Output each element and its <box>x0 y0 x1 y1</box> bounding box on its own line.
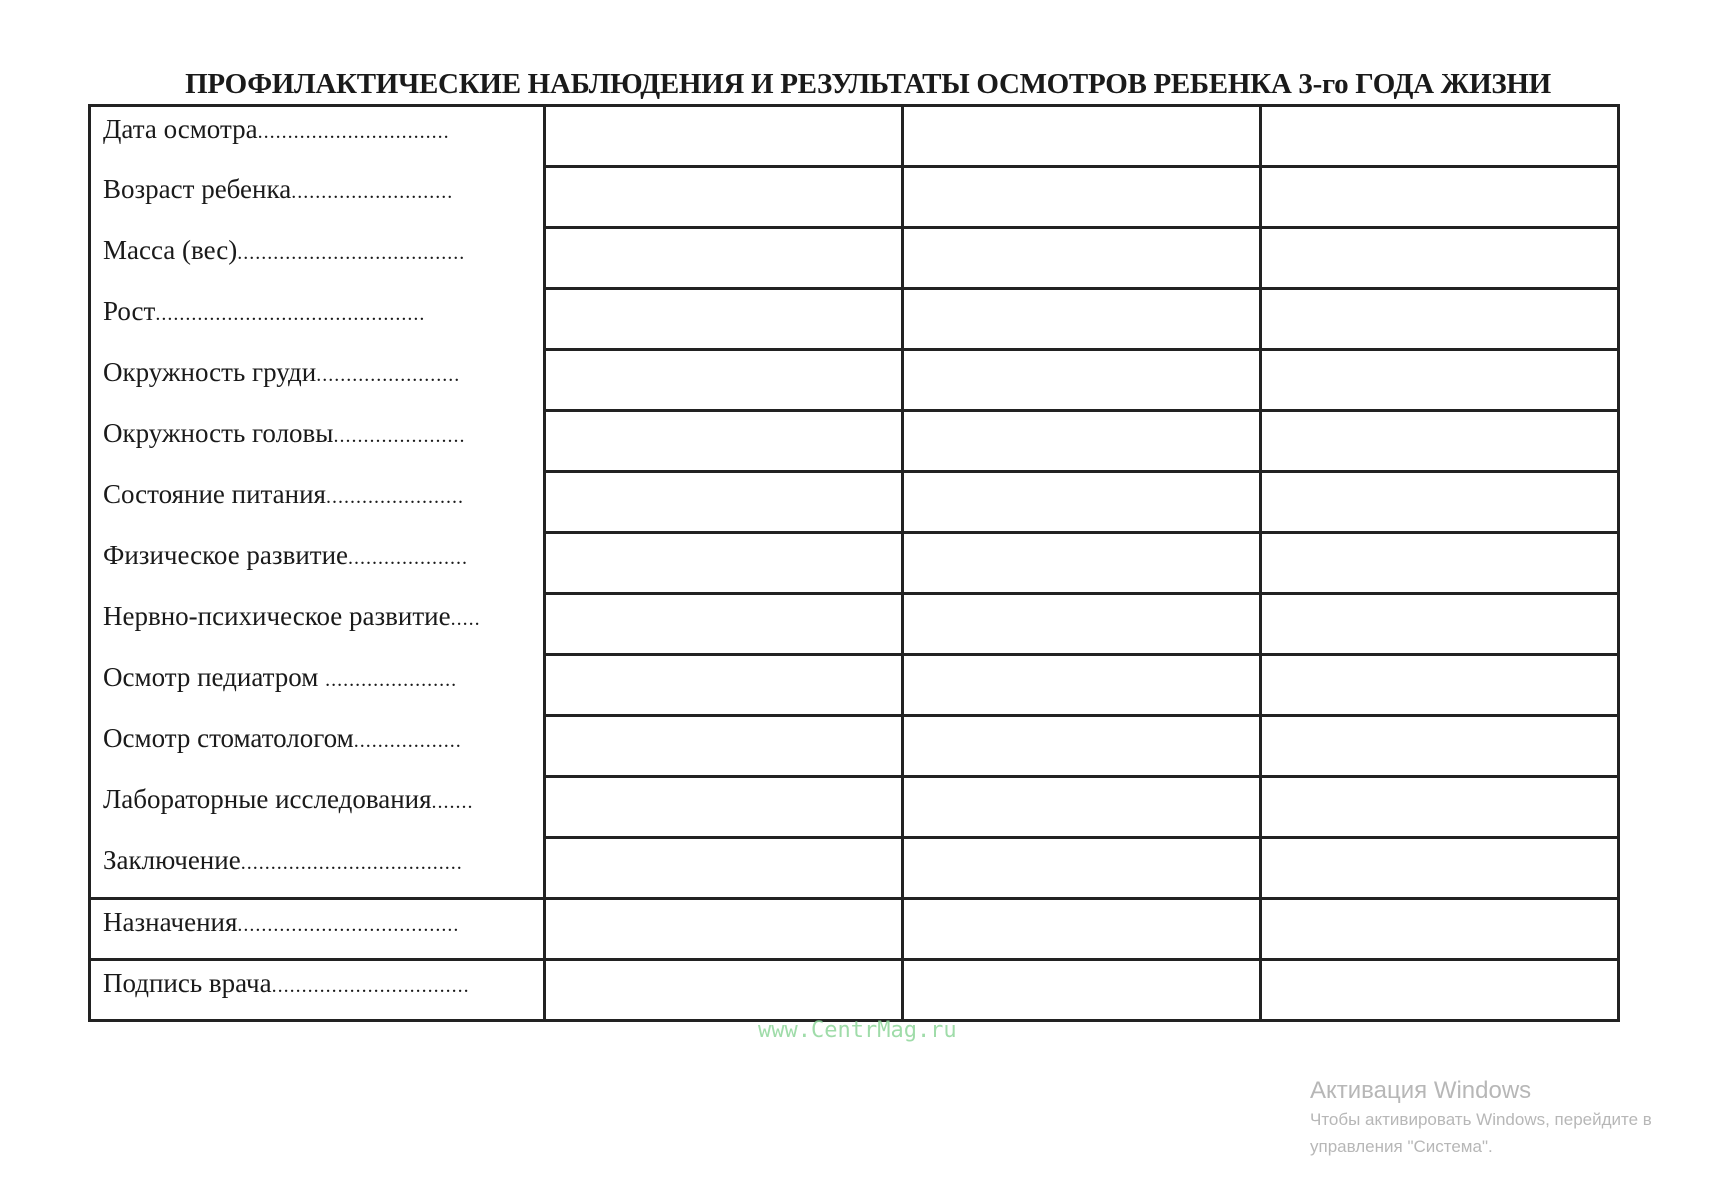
table-row <box>90 106 1619 167</box>
row-label-chest-circumference <box>90 350 545 411</box>
value-cell[interactable] <box>903 228 1261 289</box>
value-cell[interactable] <box>545 777 903 838</box>
value-cell[interactable] <box>545 655 903 716</box>
label-dots: ................................ <box>257 121 450 143</box>
label-text: Заключение <box>103 844 241 875</box>
value-cell[interactable] <box>545 106 903 167</box>
value-cell[interactable] <box>1261 594 1619 655</box>
row-label-physical-development <box>90 533 545 594</box>
value-cell[interactable] <box>1261 838 1619 899</box>
label-text: Лабораторные исследования <box>103 783 432 814</box>
label-dots: ...................... <box>325 668 458 691</box>
label-text: Рост <box>103 295 156 326</box>
value-cell[interactable] <box>1261 899 1619 960</box>
label-text: Осмотр стоматологом <box>103 722 354 753</box>
table-row <box>90 228 1619 289</box>
value-cell[interactable] <box>545 533 903 594</box>
row-label-conclusion <box>90 838 545 899</box>
label-dots: ........................ <box>316 363 461 386</box>
label-dots: ............................................. <box>155 302 426 325</box>
row-label-neuropsychic-development <box>90 594 545 655</box>
label-dots: ..................................... <box>237 914 460 936</box>
value-cell[interactable] <box>903 960 1261 1021</box>
label-text: Дата осмотра <box>103 114 258 144</box>
table-row <box>90 960 1619 1021</box>
label-text: Физическое развитие <box>103 539 349 570</box>
label-text: Окружность груди <box>103 356 317 387</box>
row-label-head-circumference <box>90 411 545 472</box>
label-dots: ....... <box>431 790 474 813</box>
value-cell[interactable] <box>1261 533 1619 594</box>
label-text: Подпись врача <box>103 968 272 998</box>
label-dots: ....................... <box>325 485 464 508</box>
activation-line-2: управления "Система". <box>1310 1137 1493 1156</box>
value-cell[interactable] <box>545 411 903 472</box>
value-cell[interactable] <box>1261 716 1619 777</box>
value-cell[interactable] <box>903 472 1261 533</box>
value-cell[interactable] <box>1261 228 1619 289</box>
table-row <box>90 716 1619 777</box>
label-dots: ...................................... <box>237 241 466 264</box>
row-label-weight <box>90 228 545 289</box>
table-row <box>90 533 1619 594</box>
label-text: Масса (вес) <box>103 234 238 265</box>
value-cell[interactable] <box>1261 777 1619 838</box>
value-cell[interactable] <box>1261 472 1619 533</box>
row-label-pediatrician-exam <box>90 655 545 716</box>
value-cell[interactable] <box>545 289 903 350</box>
value-cell[interactable] <box>903 167 1261 228</box>
row-label-doctor-signature <box>90 960 545 1021</box>
row-label-child-age <box>90 167 545 228</box>
value-cell[interactable] <box>903 838 1261 899</box>
activation-title: Активация Windows <box>1310 1077 1532 1104</box>
value-cell[interactable] <box>1261 655 1619 716</box>
row-label-exam-date <box>90 106 545 167</box>
value-cell[interactable] <box>903 716 1261 777</box>
table-row <box>90 655 1619 716</box>
value-cell[interactable] <box>903 899 1261 960</box>
value-cell[interactable] <box>1261 411 1619 472</box>
value-cell[interactable] <box>545 960 903 1021</box>
value-cell[interactable] <box>545 350 903 411</box>
label-text: Состояние питания <box>103 478 326 509</box>
value-cell[interactable] <box>903 350 1261 411</box>
label-dots: ..... <box>450 607 481 630</box>
label-text: Окружность головы <box>103 417 334 448</box>
table-row <box>90 899 1619 960</box>
table-row <box>90 350 1619 411</box>
value-cell[interactable] <box>903 106 1261 167</box>
label-dots: ..................................... <box>240 851 463 874</box>
site-watermark: www.CentrMag.ru <box>758 1018 957 1043</box>
value-cell[interactable] <box>545 716 903 777</box>
page-title: ПРОФИЛАКТИЧЕСКИЕ НАБЛЮДЕНИЯ И РЕЗУЛЬТАТЫ ОСМОТРОВ РЕБЕНКА 3-го ГОДА ЖИЗНИ <box>185 68 1551 100</box>
label-dots: .................. <box>353 729 462 752</box>
value-cell[interactable] <box>903 594 1261 655</box>
label-text: Возраст ребенка <box>103 173 292 204</box>
label-text: Назначения <box>103 907 238 937</box>
value-cell[interactable] <box>545 594 903 655</box>
examination-table <box>88 104 1620 1022</box>
value-cell[interactable] <box>545 472 903 533</box>
label-dots: .................... <box>348 546 469 569</box>
value-cell[interactable] <box>545 167 903 228</box>
value-cell[interactable] <box>545 838 903 899</box>
table-row <box>90 289 1619 350</box>
value-cell[interactable] <box>1261 960 1619 1021</box>
value-cell[interactable] <box>903 777 1261 838</box>
table-row <box>90 594 1619 655</box>
value-cell[interactable] <box>545 899 903 960</box>
value-cell[interactable] <box>1261 106 1619 167</box>
value-cell[interactable] <box>1261 350 1619 411</box>
activation-line-1: Чтобы активировать Windows, перейдите в <box>1310 1110 1652 1129</box>
value-cell[interactable] <box>1261 167 1619 228</box>
value-cell[interactable] <box>1261 289 1619 350</box>
label-dots: ...................... <box>333 424 466 447</box>
table-row <box>90 167 1619 228</box>
table-row <box>90 838 1619 899</box>
table-row <box>90 411 1619 472</box>
row-label-prescriptions <box>90 899 545 960</box>
value-cell[interactable] <box>903 533 1261 594</box>
table-row <box>90 777 1619 838</box>
row-label-dentist-exam <box>90 716 545 777</box>
label-dots: ........................... <box>291 180 454 203</box>
label-text: Нервно-психическое развитие <box>103 600 451 631</box>
windows-activation-notice <box>1310 1076 1652 1160</box>
row-label-nutrition-state <box>90 472 545 533</box>
label-text: Осмотр педиатром <box>103 661 326 692</box>
value-cell[interactable] <box>903 289 1261 350</box>
value-cell[interactable] <box>903 655 1261 716</box>
row-label-lab-tests <box>90 777 545 838</box>
table-row <box>90 472 1619 533</box>
value-cell[interactable] <box>903 411 1261 472</box>
label-dots: ................................. <box>271 975 470 997</box>
value-cell[interactable] <box>545 228 903 289</box>
row-label-height <box>90 289 545 350</box>
